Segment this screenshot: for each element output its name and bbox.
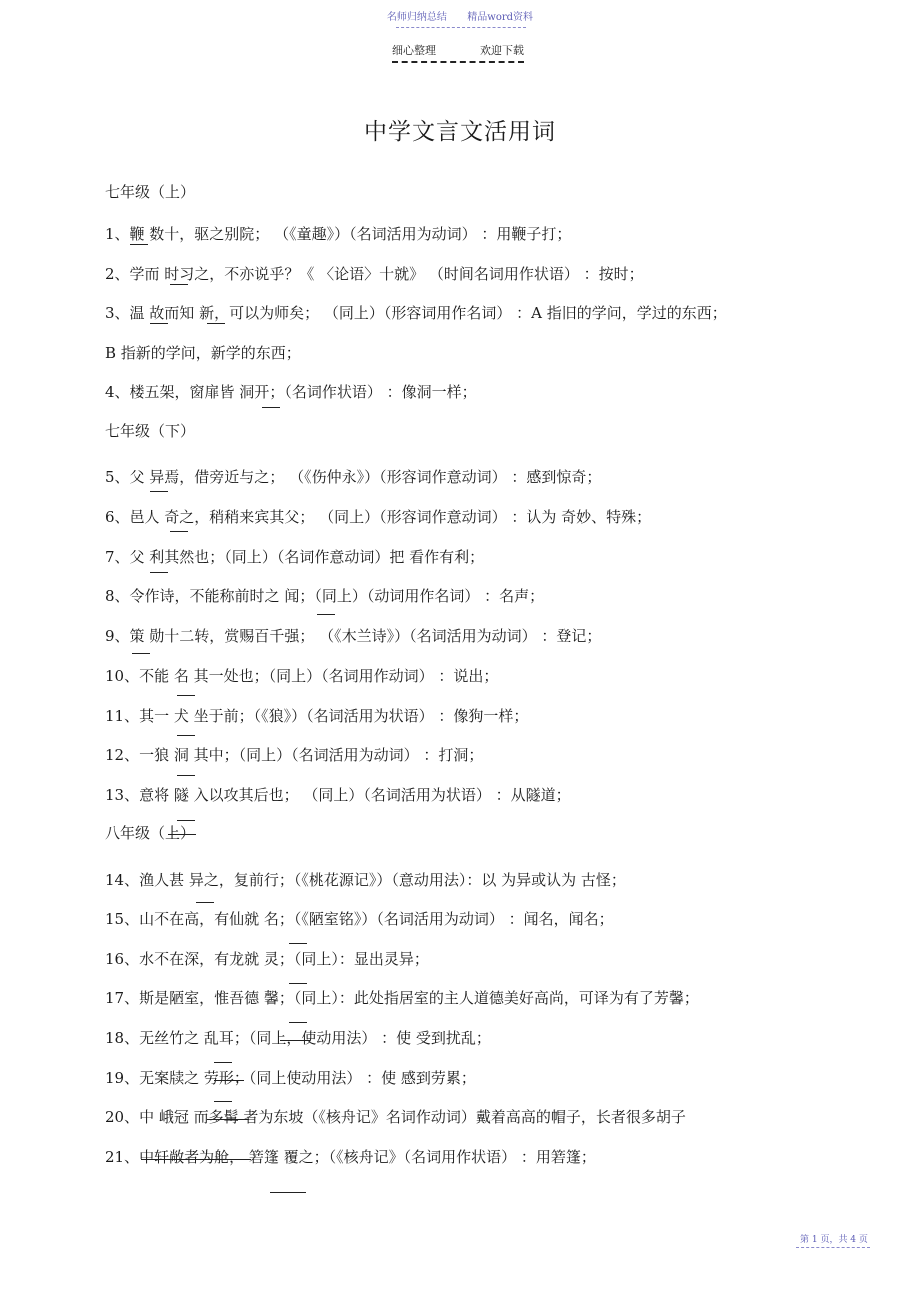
keyword-underline	[177, 735, 195, 736]
entry-line: 2、学而 时习之，不亦说乎？《 〈论语〉十就》 （时间名词用作状语） ：按时；	[105, 265, 644, 283]
strike-mark	[141, 1159, 251, 1160]
top-link-left: 名师归纳总结	[386, 12, 447, 23]
keyword-underline	[150, 491, 168, 492]
entry-line: 16、水不在深，有龙就 灵；（同上）：显出灵异；	[105, 950, 429, 968]
keyword-underline	[150, 323, 168, 324]
keyword-underline	[289, 943, 307, 944]
strike-mark	[207, 1119, 249, 1120]
keyword-underline	[196, 902, 214, 903]
grade-heading: 七年级（下）	[105, 422, 196, 440]
entry-line: 13、意将 隧 入以攻其后也； （同上）（名词活用为状语） ：从隧道；	[105, 786, 571, 804]
entry-line: 4、楼五架，窗扉皆 洞开；（名词作状语） ：像洞一样；	[105, 383, 477, 401]
header-right: 欢迎下载	[480, 44, 524, 57]
keyword-underline	[170, 531, 188, 532]
header-left: 细心整理	[392, 44, 436, 57]
entry-line: 15、山不在高，有仙就 名；（《陋室铭》）（名词活用为动词） ：闻名，闻名；	[105, 910, 614, 928]
keyword-underline	[214, 1062, 232, 1063]
strike-mark	[280, 1040, 310, 1041]
strike-mark	[214, 1080, 244, 1081]
entry-line: 18、无丝竹之 乱耳；（同上，使动用法） ：使 受到扰乱；	[105, 1029, 491, 1047]
keyword-underline	[214, 1101, 232, 1102]
entry-line: 21、中轩敞者为舱， 箬篷 覆之；（《核舟记》（名词用作状语） ：用箬篷；	[105, 1148, 596, 1166]
grade-heading: 八年级（上）	[105, 824, 196, 842]
keyword-underline	[262, 407, 280, 408]
keyword-underline	[207, 323, 225, 324]
top-link-underline	[396, 27, 526, 28]
header-divider	[392, 61, 524, 63]
entry-line: B 指新的学问，新学的东西；	[105, 344, 301, 362]
entry-line: 1、鞭 数十，驱之别院； （《童趣》）（名词活用为动词） ：用鞭子打；	[105, 225, 572, 243]
entry-line: 17、斯是陋室，惟吾德 馨；（同上）：此处指居室的主人道德美好高尚，可译为有了芳馨；	[105, 989, 699, 1007]
entry-line: 5、父 异焉，借旁近与之； （《伤仲永》）（形容词作意动词） ：感到惊奇；	[105, 468, 602, 486]
entry-line: 9、策 勋十二转，赏赐百千强； （《木兰诗》）（名词活用为动词） ：登记；	[105, 627, 602, 645]
top-watermark-link[interactable]	[0, 8, 920, 23]
keyword-underline	[177, 820, 195, 821]
keyword-underline	[289, 983, 307, 984]
page-header	[392, 42, 524, 58]
entry-line: 11、其一 犬 坐于前；（《狼》）（名词活用为状语） ：像狗一样；	[105, 707, 529, 725]
entry-line: 10、不能 名 其一处也；（同上）（名词用作动词） ：说出；	[105, 667, 499, 685]
top-link-right: 精品word资料	[467, 12, 534, 23]
keyword-underline	[170, 284, 188, 285]
keyword-underline	[150, 572, 168, 573]
footer-underline	[796, 1247, 870, 1248]
keyword-underline	[270, 1192, 306, 1193]
keyword-underline	[289, 1022, 307, 1023]
page-title: 中学文言文活用词	[364, 119, 556, 145]
entry-line: 8、令作诗，不能称前时之 闻；（同上）（动词用作名词） ：名声；	[105, 587, 545, 605]
entry-line: 7、父 利其然也；（同上）（名词作意动词）把 看作有利；	[105, 548, 485, 566]
page-footer: 第 1 页，共 4 页	[800, 1235, 868, 1245]
entry-line: 19、无案牍之 劳形；（同上使动用法） ：使 感到劳累；	[105, 1069, 476, 1087]
entry-line: 14、渔人甚 异之，复前行；（《桃花源记》）（意动用法）：以 为异或认为 古怪；	[105, 871, 626, 889]
entry-line: 3、温 故而知 新，可以为师矣； （同上）（形容词用作名词） ：A 指旧的学问，学过的东西；	[105, 304, 727, 322]
keyword-underline	[132, 653, 150, 654]
entry-line: 12、一狼 洞 其中；（同上）（名词活用为动词） ：打洞；	[105, 746, 484, 764]
keyword-underline	[177, 775, 195, 776]
entry-line: 20、中 峨冠 而多髯 者为东坡（《核舟记》名词作动词）戴着高高的帽子，长者很多胡子	[105, 1108, 686, 1126]
keyword-underline	[177, 695, 195, 696]
strike-mark	[168, 834, 196, 835]
entry-line: 6、邑人 奇之，稍稍来宾其父； （同上）（形容词作意动词） ：认为 奇妙、特殊；	[105, 508, 652, 526]
keyword-underline	[130, 244, 148, 245]
keyword-underline	[317, 614, 335, 615]
grade-heading: 七年级（上）	[105, 183, 196, 201]
